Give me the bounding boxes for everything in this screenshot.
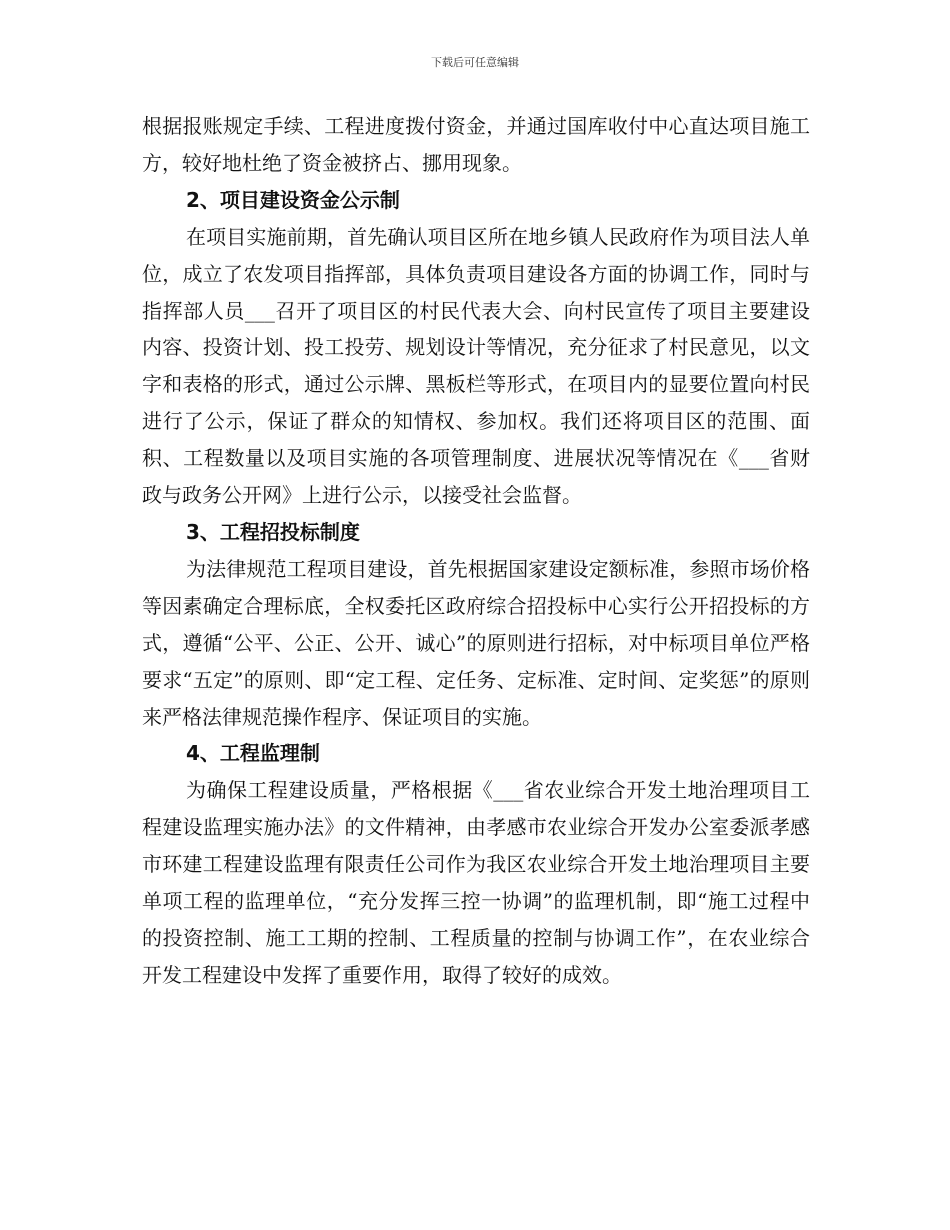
- paragraph-fund-disclosure: 在项目实施前期，首先确认项目区所在地乡镇人民政府作为项目法人单位，成立了农发项目指挥部，具体负责项目建设各方面的协调工作，同时与指挥部人员___召开了项目区的村民代表大会、向村民宣传了项目主要建设内容、投资计划、投工投劳、规划设计等情况，充分征求了村民意见，以文字和表格的形式，通过公示牌、黑板栏等形式，在项目内的显要位置向村民进行了公示，保证了群众的知情权、参加权。我们还将项目区的范围、面积、工程数量以及项目实施的各项管理制度、进展状况等情况在《___省财政与政务公开网》上进行公示，以接受社会监督。: [142, 224, 810, 508]
- heading-supervision-system: 4、工程监理制: [186, 741, 320, 766]
- heading-bidding-system: 3、工程招投标制度: [186, 519, 360, 544]
- paragraph-supervision-system: 为确保工程建设质量，严格根据《___省农业综合开发土地治理项目工程建设监理实施办法》的文件精神，由孝感市农业综合开发办公室委派孝感市环建工程建设监理有限责任公司作为我区农业综合开发土地治理项目主要单项工程的监理单位，“充分发挥三控一协调”的监理机制，即“施工过程中的投资控制、施工工期的控制、工程质量的控制与协调工作”，在农业综合开发工程建设中发挥了重要作用，取得了较好的成效。: [142, 778, 810, 987]
- document-body: [142, 108, 810, 994]
- page-header-note: 下载后可任意编辑: [431, 56, 519, 69]
- paragraph-funds-disbursement: 根据报账规定手续、工程进度拨付资金，并通过国库收付中心直达项目施工方，较好地杜绝了资金被挤占、挪用现象。: [142, 114, 810, 175]
- heading-fund-disclosure: 2、项目建设资金公示制: [186, 187, 400, 212]
- paragraph-bidding-system: 为法律规范工程项目建设，首先根据国家建设定额标准，参照市场价格等因素确定合理标底，全权委托区政府综合招投标中心实行公开招投标的方式，遵循“公平、公正、公开、诚心”的原则进行招标，对中标项目单位严格要求“五定”的原则、即“定工程、定任务、定标准、定时间、定奖惩”的原则来严格法律规范操作程序、保证项目的实施。: [142, 556, 810, 729]
